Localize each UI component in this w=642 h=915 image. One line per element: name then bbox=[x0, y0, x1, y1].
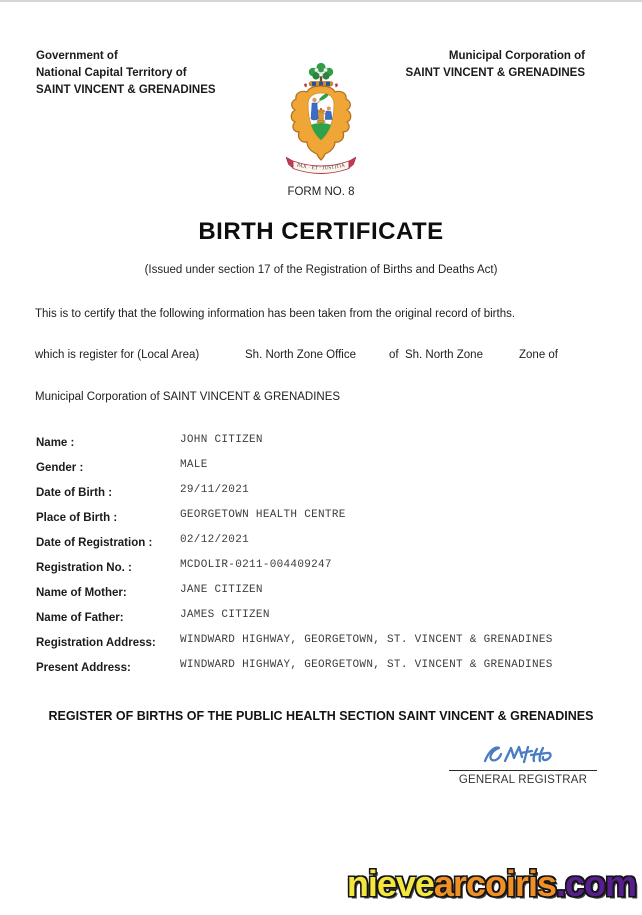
field-label: Name of Mother: bbox=[36, 587, 127, 599]
field-row-registration-no bbox=[36, 558, 606, 583]
registrar-title: GENERAL REGISTRAR bbox=[458, 774, 588, 786]
watermark-part-arcoiris: arcoiris bbox=[433, 863, 556, 904]
field-value: 29/11/2021 bbox=[180, 484, 250, 496]
register-line-zone: of Sh. North Zone bbox=[389, 349, 483, 361]
watermark-part-com: .com bbox=[555, 863, 636, 904]
municipal-header bbox=[405, 48, 585, 82]
field-row-name bbox=[36, 433, 606, 458]
field-label: Name of Father: bbox=[36, 612, 124, 624]
field-row-date-of-birth bbox=[36, 483, 606, 508]
registrar-signature-icon bbox=[478, 742, 568, 769]
header-line: SAINT VINCENT & GRENADINES bbox=[405, 67, 585, 79]
page-subtitle: (Issued under section 17 of the Registration of Births and Deaths Act) bbox=[144, 264, 498, 276]
field-value: 02/12/2021 bbox=[180, 534, 250, 546]
signature-block bbox=[448, 742, 598, 786]
field-label: Present Address: bbox=[36, 662, 131, 674]
field-value: WINDWARD HIGHWAY, GEORGETOWN, ST. VINCENT & GRENADINES bbox=[180, 634, 553, 646]
field-label: Date of Birth : bbox=[36, 487, 113, 499]
header-line: National Capital Territory of bbox=[36, 67, 187, 79]
page-title: BIRTH CERTIFICATE bbox=[198, 218, 444, 245]
field-row-mother-name bbox=[36, 583, 606, 608]
fields-table bbox=[36, 433, 606, 683]
field-value: GEORGETOWN HEALTH CENTRE bbox=[180, 509, 346, 521]
register-line-office: Sh. North Zone Office bbox=[245, 349, 357, 361]
field-label: Registration No. : bbox=[36, 562, 132, 574]
field-row-registration-address bbox=[36, 633, 606, 658]
certify-statement: This is to certify that the following information has been taken from the original record of births. bbox=[35, 308, 516, 320]
field-value: JANE CITIZEN bbox=[180, 584, 263, 596]
cotton-plant-crest bbox=[309, 63, 333, 83]
header-line: Municipal Corporation of bbox=[448, 50, 585, 62]
register-line-intro: which is register for (Local Area) bbox=[35, 349, 200, 361]
government-header bbox=[36, 48, 216, 99]
field-value: WINDWARD HIGHWAY, GEORGETOWN, ST. VINCENT & GRENADINES bbox=[180, 659, 553, 671]
field-label: Date of Registration : bbox=[36, 537, 153, 549]
watermark-part-nieve: nieve bbox=[346, 863, 434, 904]
watermark bbox=[347, 863, 636, 905]
field-value: MALE bbox=[180, 459, 208, 471]
field-value: MCDOLIR-0211-004409247 bbox=[180, 559, 332, 571]
field-row-gender bbox=[36, 458, 606, 483]
field-row-place-of-birth bbox=[36, 508, 606, 533]
register-of-births-statement: REGISTER OF BIRTHS OF THE PUBLIC HEALTH SECTION SAINT VINCENT & GRENADINES bbox=[48, 709, 594, 723]
register-line-zoneof: Zone of bbox=[519, 349, 558, 361]
field-value: JAMES CITIZEN bbox=[180, 609, 270, 621]
field-row-present-address bbox=[36, 658, 606, 683]
field-label: Gender : bbox=[36, 462, 84, 474]
field-row-date-of-registration bbox=[36, 533, 606, 558]
field-label: Place of Birth : bbox=[36, 512, 118, 524]
field-label: Registration Address: bbox=[36, 637, 156, 649]
field-label: Name : bbox=[36, 437, 75, 449]
header-line: SAINT VINCENT & GRENADINES bbox=[36, 84, 216, 96]
field-row-father-name bbox=[36, 608, 606, 633]
motto-text: PAX · ET · JUSTITIA bbox=[296, 163, 346, 172]
field-value: JOHN CITIZEN bbox=[180, 434, 263, 446]
municipal-line: Municipal Corporation of SAINT VINCENT & GRENADINES bbox=[35, 391, 341, 403]
coat-of-arms-icon bbox=[281, 60, 361, 184]
form-number: FORM NO. 8 bbox=[287, 186, 355, 198]
header-line: Government of bbox=[36, 50, 118, 62]
